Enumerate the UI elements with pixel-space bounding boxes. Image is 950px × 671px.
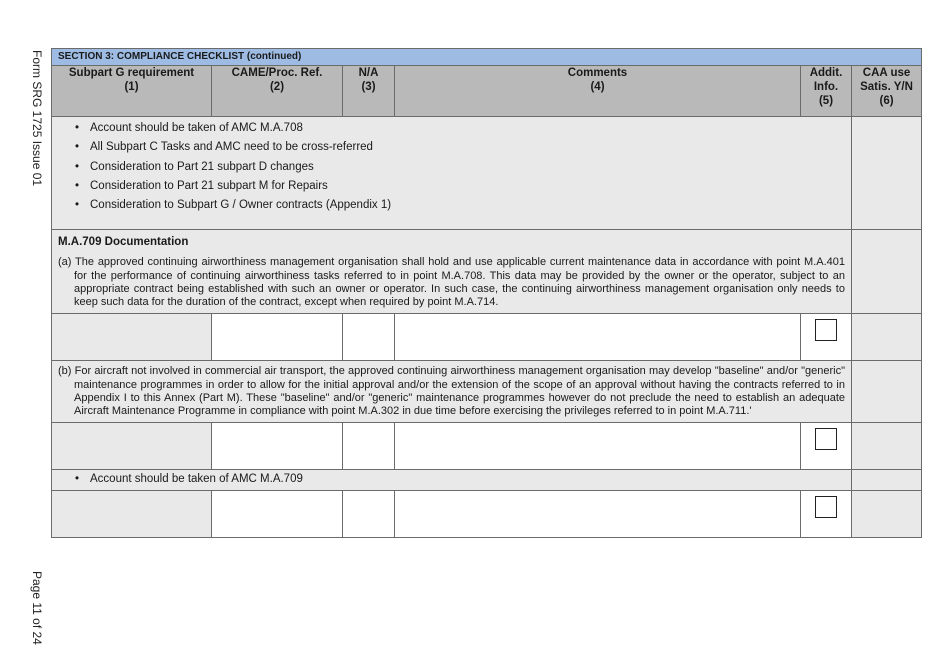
caa-use-cell [852, 470, 922, 491]
form-reference-label: Form SRG 1725 Issue 01 [30, 50, 44, 187]
came-ref-field[interactable] [212, 423, 343, 470]
column-header-row [52, 66, 922, 117]
ma709-paragraph-a: (a) The approved continuing airworthiness management organisation shall hold and use applicable current maintenance data in accordance with point M.A.401 for the performance of continuing airworthiness tasks referred to in point M.A.708. This data may be provided by the owner or the operator, subject to an appropriate contract being established with such an owner or operator. In such case, the continuing airworthiness management organisation only needs to keep such data for the duration of the contract, except when required by point M.A.714. [58, 256, 845, 309]
comments-field[interactable] [395, 491, 801, 538]
caa-use-cell [852, 491, 922, 538]
ma709-amc-row [52, 470, 922, 491]
na-field[interactable] [343, 491, 395, 538]
ma709-para-b-cell [52, 361, 852, 423]
col-header-na: N/A (3) [343, 66, 395, 117]
bullet-item: • All Subpart C Tasks and AMC need to be cross-referred [90, 138, 851, 157]
col-header-comments: Comments (4) [395, 66, 801, 117]
ma709-amc-cell [52, 470, 852, 491]
bullet-item: • Account should be taken of AMC M.A.708 [90, 119, 851, 138]
na-field[interactable] [343, 314, 395, 361]
col-header-came-ref: CAME/Proc. Ref. (2) [212, 66, 343, 117]
ma708-bullets-cell [52, 117, 852, 230]
comments-field[interactable] [395, 314, 801, 361]
caa-use-cell [852, 230, 922, 314]
caa-use-cell [852, 361, 922, 423]
ma709-para-b-row [52, 361, 922, 423]
input-row-c [52, 491, 922, 538]
additional-info-checkbox[interactable] [815, 496, 837, 518]
col-header-additional-info: Addit. Info. (5) [801, 66, 852, 117]
comments-field[interactable] [395, 423, 801, 470]
additional-info-cell [801, 423, 852, 470]
requirement-cell [52, 314, 212, 361]
ma708-bullets-row [52, 117, 922, 230]
additional-info-cell [801, 314, 852, 361]
na-field[interactable] [343, 423, 395, 470]
came-ref-field[interactable] [212, 491, 343, 538]
caa-use-cell [852, 423, 922, 470]
ma709-paragraph-b: (b) For aircraft not involved in commercial air transport, the approved continuing airworthiness management organisation may develop "baseline" and/or "generic" maintenance programmes in order to allow for the initial approval and/or the extension of the scope of an approval without having the contracts referred to in Appendix I to this Annex (Part M). These "baseline" and/or "generic" maintenance programmes however do not preclude the need to establish an adequate Aircraft Maintenance Programme in compliance with point M.A.302 in due time before exercising the privileges referred to in point M.A.711.' [58, 365, 845, 417]
bullet-item: • Consideration to Part 21 subpart D changes [90, 158, 851, 177]
col-header-requirement: Subpart G requirement (1) [52, 66, 212, 117]
ma709-title: M.A.709 Documentation [58, 236, 189, 249]
compliance-checklist-table [51, 48, 922, 538]
caa-use-cell [852, 117, 922, 230]
bullet-item: • Consideration to Part 21 subpart M for Repairs [90, 177, 851, 196]
additional-info-checkbox[interactable] [815, 319, 837, 341]
page-number-label: Page 11 of 24 [30, 571, 44, 645]
requirement-cell [52, 423, 212, 470]
ma709-para-a-cell [52, 230, 852, 314]
additional-info-cell [801, 491, 852, 538]
ma708-bullet-list [52, 117, 851, 229]
requirement-cell [52, 491, 212, 538]
ma709-para-a-row [52, 230, 922, 314]
section-title: SECTION 3: COMPLIANCE CHECKLIST (continued) [52, 49, 922, 66]
input-row-a [52, 314, 922, 361]
col-header-caa-use: CAA use Satis. Y/N (6) [852, 66, 922, 117]
ma709-amc-bullet: • Account should be taken of AMC M.A.709 [52, 470, 851, 490]
came-ref-field[interactable] [212, 314, 343, 361]
caa-use-cell [852, 314, 922, 361]
bullet-item: • Consideration to Subpart G / Owner contracts (Appendix 1) [90, 196, 851, 215]
additional-info-checkbox[interactable] [815, 428, 837, 450]
input-row-b [52, 423, 922, 470]
